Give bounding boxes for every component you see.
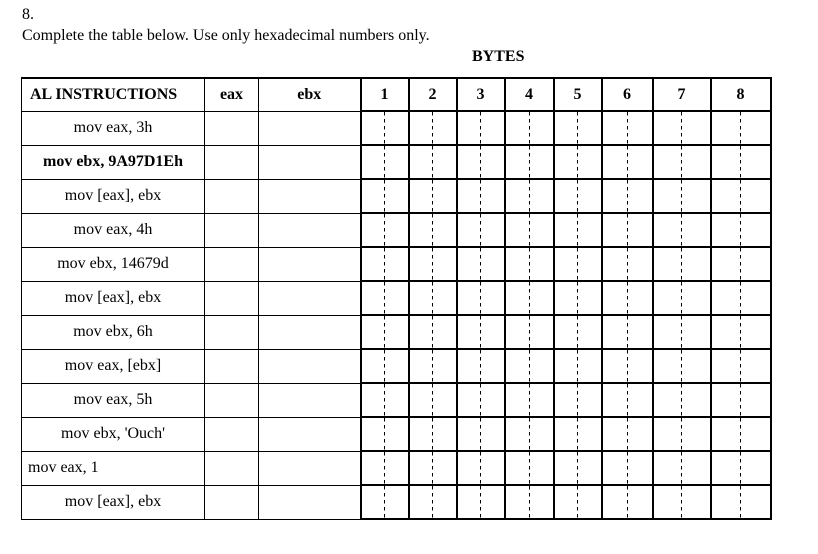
byte-1-cell[interactable] (361, 213, 409, 247)
byte-7-cell[interactable] (653, 349, 711, 383)
byte-5-cell[interactable] (554, 247, 602, 281)
byte-4-cell[interactable] (505, 451, 554, 485)
eax-cell[interactable] (205, 213, 259, 247)
byte-3-cell[interactable] (457, 247, 505, 281)
byte-1-cell[interactable] (361, 485, 409, 519)
byte-2-cell[interactable] (409, 281, 457, 315)
byte-3-cell[interactable] (457, 485, 505, 519)
table-row (22, 417, 771, 451)
byte-5-cell[interactable] (554, 111, 602, 145)
header-byte-4: 4 (505, 78, 554, 111)
header-byte-2: 2 (409, 78, 457, 111)
header-byte-5: 5 (554, 78, 602, 111)
byte-8-cell[interactable] (711, 281, 771, 315)
byte-1-cell[interactable] (361, 349, 409, 383)
byte-3-cell[interactable] (457, 349, 505, 383)
byte-5-cell[interactable] (554, 349, 602, 383)
header-byte-1: 1 (361, 78, 409, 111)
byte-5-cell[interactable] (554, 485, 602, 519)
ebx-cell[interactable] (259, 451, 361, 485)
eax-cell[interactable] (205, 247, 259, 281)
table-header-row (22, 78, 771, 111)
header-eax: eax (205, 78, 259, 111)
table-row (22, 383, 771, 417)
byte-7-cell[interactable] (653, 315, 711, 349)
byte-4-cell[interactable] (505, 179, 554, 213)
eax-cell[interactable] (205, 281, 259, 315)
byte-8-cell[interactable] (711, 383, 771, 417)
header-instructions: AL INSTRUCTIONS (22, 78, 205, 111)
table-row (22, 213, 771, 247)
eax-cell[interactable] (205, 485, 259, 519)
instruction-cell: mov [eax], ebx (22, 281, 205, 315)
ebx-cell[interactable] (259, 485, 361, 519)
table-row (22, 111, 771, 145)
table-row (22, 281, 771, 315)
byte-2-cell[interactable] (409, 179, 457, 213)
byte-5-cell[interactable] (554, 179, 602, 213)
byte-3-cell[interactable] (457, 111, 505, 145)
instruction-cell: mov ebx, 9A97D1Eh (22, 145, 205, 179)
byte-7-cell[interactable] (653, 451, 711, 485)
byte-2-cell[interactable] (409, 485, 457, 519)
instruction-cell: mov ebx, 14679d (22, 247, 205, 281)
ebx-cell[interactable] (259, 349, 361, 383)
table-row (22, 145, 771, 179)
ebx-cell[interactable] (259, 111, 361, 145)
byte-1-cell[interactable] (361, 315, 409, 349)
eax-cell[interactable] (205, 145, 259, 179)
byte-4-cell[interactable] (505, 213, 554, 247)
byte-2-cell[interactable] (409, 145, 457, 179)
instruction-cell: mov eax, 4h (22, 213, 205, 247)
ebx-cell[interactable] (259, 179, 361, 213)
byte-7-cell[interactable] (653, 111, 711, 145)
instruction-cell: mov ebx, 'Ouch' (22, 417, 205, 451)
eax-cell[interactable] (205, 417, 259, 451)
byte-3-cell[interactable] (457, 451, 505, 485)
byte-2-cell[interactable] (409, 315, 457, 349)
byte-1-cell[interactable] (361, 145, 409, 179)
byte-6-cell[interactable] (602, 485, 653, 519)
byte-8-cell[interactable] (711, 315, 771, 349)
eax-cell[interactable] (205, 315, 259, 349)
byte-1-cell[interactable] (361, 111, 409, 145)
table-row (22, 451, 771, 485)
ebx-cell[interactable] (259, 247, 361, 281)
table-row (22, 349, 771, 383)
instruction-cell: mov ebx, 6h (22, 315, 205, 349)
byte-3-cell[interactable] (457, 145, 505, 179)
byte-4-cell[interactable] (505, 417, 554, 451)
byte-6-cell[interactable] (602, 315, 653, 349)
byte-3-cell[interactable] (457, 417, 505, 451)
byte-5-cell[interactable] (554, 145, 602, 179)
byte-6-cell[interactable] (602, 247, 653, 281)
eax-cell[interactable] (205, 451, 259, 485)
byte-4-cell[interactable] (505, 315, 554, 349)
byte-5-cell[interactable] (554, 383, 602, 417)
byte-6-cell[interactable] (602, 417, 653, 451)
byte-1-cell[interactable] (361, 417, 409, 451)
byte-8-cell[interactable] (711, 213, 771, 247)
byte-3-cell[interactable] (457, 281, 505, 315)
ebx-cell[interactable] (259, 281, 361, 315)
byte-7-cell[interactable] (653, 247, 711, 281)
table-row (22, 485, 771, 519)
byte-6-cell[interactable] (602, 145, 653, 179)
byte-4-cell[interactable] (505, 145, 554, 179)
byte-6-cell[interactable] (602, 281, 653, 315)
table-row (22, 179, 771, 213)
byte-4-cell[interactable] (505, 281, 554, 315)
byte-4-cell[interactable] (505, 247, 554, 281)
byte-3-cell[interactable] (457, 315, 505, 349)
byte-8-cell[interactable] (711, 451, 771, 485)
byte-5-cell[interactable] (554, 213, 602, 247)
byte-6-cell[interactable] (602, 383, 653, 417)
byte-2-cell[interactable] (409, 383, 457, 417)
question-prompt: Complete the table below. Use only hexadecimal numbers only. (22, 27, 430, 44)
byte-7-cell[interactable] (653, 213, 711, 247)
byte-8-cell[interactable] (711, 145, 771, 179)
byte-4-cell[interactable] (505, 111, 554, 145)
byte-7-cell[interactable] (653, 417, 711, 451)
byte-7-cell[interactable] (653, 485, 711, 519)
byte-6-cell[interactable] (602, 111, 653, 145)
byte-3-cell[interactable] (457, 179, 505, 213)
byte-1-cell[interactable] (361, 451, 409, 485)
instruction-table (21, 77, 772, 520)
byte-8-cell[interactable] (711, 349, 771, 383)
byte-3-cell[interactable] (457, 383, 505, 417)
header-byte-7: 7 (653, 78, 711, 111)
header-byte-6: 6 (602, 78, 653, 111)
byte-4-cell[interactable] (505, 349, 554, 383)
byte-5-cell[interactable] (554, 315, 602, 349)
byte-5-cell[interactable] (554, 417, 602, 451)
byte-2-cell[interactable] (409, 111, 457, 145)
byte-2-cell[interactable] (409, 417, 457, 451)
ebx-cell[interactable] (259, 213, 361, 247)
eax-cell[interactable] (205, 349, 259, 383)
ebx-cell[interactable] (259, 315, 361, 349)
byte-7-cell[interactable] (653, 281, 711, 315)
byte-4-cell[interactable] (505, 485, 554, 519)
byte-7-cell[interactable] (653, 179, 711, 213)
byte-4-cell[interactable] (505, 383, 554, 417)
ebx-cell[interactable] (259, 145, 361, 179)
byte-8-cell[interactable] (711, 179, 771, 213)
byte-3-cell[interactable] (457, 213, 505, 247)
byte-6-cell[interactable] (602, 451, 653, 485)
byte-1-cell[interactable] (361, 179, 409, 213)
ebx-cell[interactable] (259, 383, 361, 417)
byte-1-cell[interactable] (361, 281, 409, 315)
byte-6-cell[interactable] (602, 179, 653, 213)
ebx-cell[interactable] (259, 417, 361, 451)
instruction-cell: mov eax, 1 (22, 451, 205, 485)
byte-6-cell[interactable] (602, 349, 653, 383)
table-row (22, 315, 771, 349)
byte-8-cell[interactable] (711, 417, 771, 451)
byte-2-cell[interactable] (409, 247, 457, 281)
header-byte-3: 3 (457, 78, 505, 111)
byte-8-cell[interactable] (711, 111, 771, 145)
instruction-cell: mov eax, 5h (22, 383, 205, 417)
instruction-cell: mov [eax], ebx (22, 179, 205, 213)
eax-cell[interactable] (205, 111, 259, 145)
instruction-cell: mov eax, 3h (22, 111, 205, 145)
byte-6-cell[interactable] (602, 213, 653, 247)
byte-2-cell[interactable] (409, 451, 457, 485)
byte-5-cell[interactable] (554, 451, 602, 485)
byte-2-cell[interactable] (409, 213, 457, 247)
byte-8-cell[interactable] (711, 485, 771, 519)
table-row (22, 247, 771, 281)
byte-5-cell[interactable] (554, 281, 602, 315)
byte-8-cell[interactable] (711, 247, 771, 281)
byte-2-cell[interactable] (409, 349, 457, 383)
instruction-cell: mov [eax], ebx (22, 485, 205, 519)
header-byte-8: 8 (711, 78, 771, 111)
byte-1-cell[interactable] (361, 383, 409, 417)
eax-cell[interactable] (205, 179, 259, 213)
instruction-cell: mov eax, [ebx] (22, 349, 205, 383)
header-ebx: ebx (259, 78, 361, 111)
byte-7-cell[interactable] (653, 145, 711, 179)
eax-cell[interactable] (205, 383, 259, 417)
bytes-title: BYTES (472, 48, 525, 65)
byte-7-cell[interactable] (653, 383, 711, 417)
byte-1-cell[interactable] (361, 247, 409, 281)
question-number: 8. (22, 6, 34, 23)
